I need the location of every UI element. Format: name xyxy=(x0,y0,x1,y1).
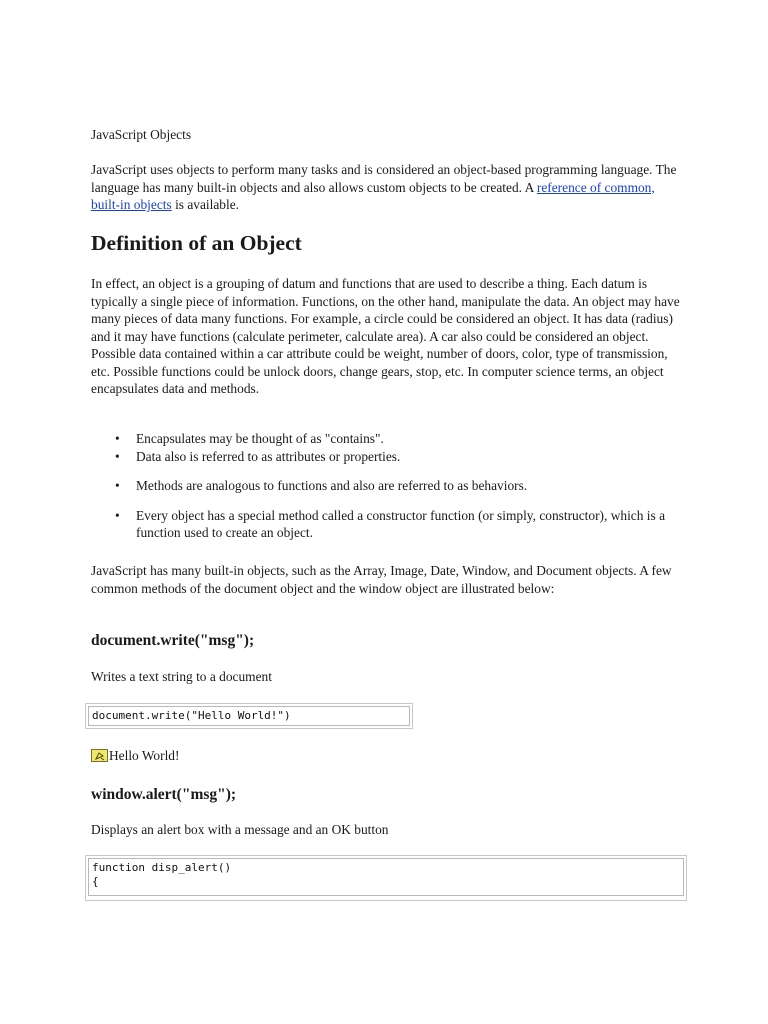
script-output-icon xyxy=(91,749,108,762)
list-item: • Encapsulates may be thought of as "contains". xyxy=(136,430,696,448)
object-bullet-list xyxy=(91,430,696,542)
list-item: • Methods are analogous to functions and also are referred to as behaviors. xyxy=(136,477,696,495)
intro-text: JavaScript uses objects to perform many tasks and is considered an object-based programming language. The language has many built-in objects and also allows custom objects to be created. A xyxy=(91,162,677,195)
window-alert-code-box xyxy=(85,855,687,901)
document-write-code-box xyxy=(85,703,413,729)
code-snippet: function disp_alert() { xyxy=(88,858,684,896)
builtins-paragraph: JavaScript has many built-in objects, such as the Array, Image, Date, Window, and Document objects. A few common methods of the document object and the window object are illustrated below: xyxy=(91,563,672,596)
intro-paragraph xyxy=(91,161,681,214)
builtin-objects-reference-link[interactable]: reference of common, built-in objects xyxy=(91,179,655,212)
list-item: • Data also is referred to as attributes or properties. xyxy=(136,448,696,466)
document-title: JavaScript Objects xyxy=(91,127,192,142)
list-item: • Every object has a special method called a constructor function (or simply, constructor), which is a function used to create an object. xyxy=(136,507,696,542)
code-snippet: document.write("Hello World!") xyxy=(88,706,410,726)
window-alert-heading: window.alert("msg"); xyxy=(91,786,237,803)
definition-heading: Definition of an Object xyxy=(91,231,302,255)
document-write-output xyxy=(91,747,179,765)
window-alert-description: Displays an alert box with a message and an OK button xyxy=(91,822,389,837)
intro-text-end: is available. xyxy=(171,197,240,212)
document-write-heading: document.write("msg"); xyxy=(91,632,255,649)
output-text: Hello World! xyxy=(109,748,180,763)
definition-paragraph: In effect, an object is a grouping of datum and functions that are used to describe a thing. Each datum is typically a single piece of information. Functions, on the other hand, manipulate the data. An object may have many pieces of data many functions. For example, a circle could be considered an object. It has data (radius) and it may have functions (calculate perimeter, calculate area). A car also could be considered an object. Possible data contained within a car attribute could be weight, number of doors, color, type of transmission, etc. Possible functions could be unlock doors, change gears, stop, etc. In computer science terms, an object encapsulates data and methods. xyxy=(91,276,680,396)
document-write-description: Writes a text string to a document xyxy=(91,669,272,684)
